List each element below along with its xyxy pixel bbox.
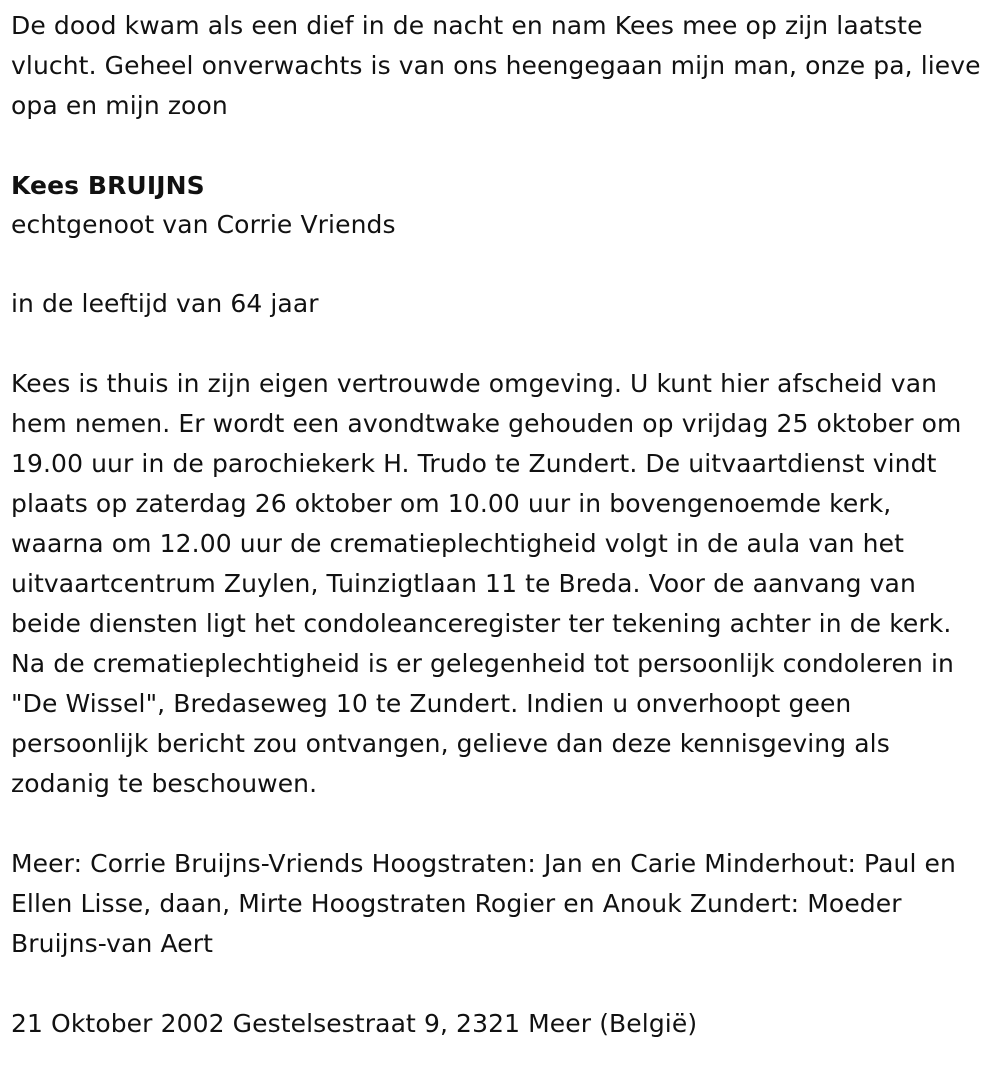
- age-line: in de leeftijd van 64 jaar: [11, 289, 319, 318]
- obituary-notice: [11, 6, 991, 1044]
- spouse-line: echtgenoot van Corrie Vriends: [11, 210, 396, 239]
- spacer: [11, 324, 991, 364]
- arrangements-paragraph: Kees is thuis in zijn eigen vertrouwde omgeving. U kunt hier afscheid van hem nemen. Er wordt een avondtwake gehouden op vrijdag 25 oktober om 19.00 uur in de parochiekerk H. Trudo te Zundert. De uitvaartdienst vindt plaats op zaterdag 26 oktober om 10.00 uur in bovengenoemde kerk, waarna om 12.00 uur de crematieplechtigheid volgt in de aula van het uitvaartcentrum Zuylen, Tuinzigtlaan 11 te Breda. Voor de aanvang van beide diensten ligt het condoleanceregister ter tekening achter in de kerk. Na de crematieplechtigheid is er gelegenheid tot persoonlijk condoleren in "De Wissel", Bredaseweg 10 te Zundert. Indien u onverhoopt geen persoonlijk bericht zou ontvangen, gelieve dan deze kennisgeving als zodanig te beschouwen.: [11, 369, 962, 798]
- spacer: [11, 804, 991, 844]
- family-paragraph: Meer: Corrie Bruijns-Vriends Hoogstraten: Jan en Carie Minderhout: Paul en Ellen Lisse, daan, Mirte Hoogstraten Rogier en Anouk Zundert: Moeder Bruijns-van Aert: [11, 849, 956, 958]
- intro-paragraph: De dood kwam als een dief in de nacht en nam Kees mee op zijn laatste vlucht. Geheel onverwachts is van ons heengegaan mijn man, onze pa, lieve opa en mijn zoon: [11, 11, 981, 120]
- deceased-name: Kees BRUIJNS: [11, 171, 205, 200]
- date-address-line: 21 Oktober 2002 Gestelsestraat 9, 2321 Meer (België): [11, 1009, 698, 1038]
- spacer: [11, 964, 991, 1004]
- spacer: [11, 244, 991, 284]
- spacer: [11, 126, 991, 166]
